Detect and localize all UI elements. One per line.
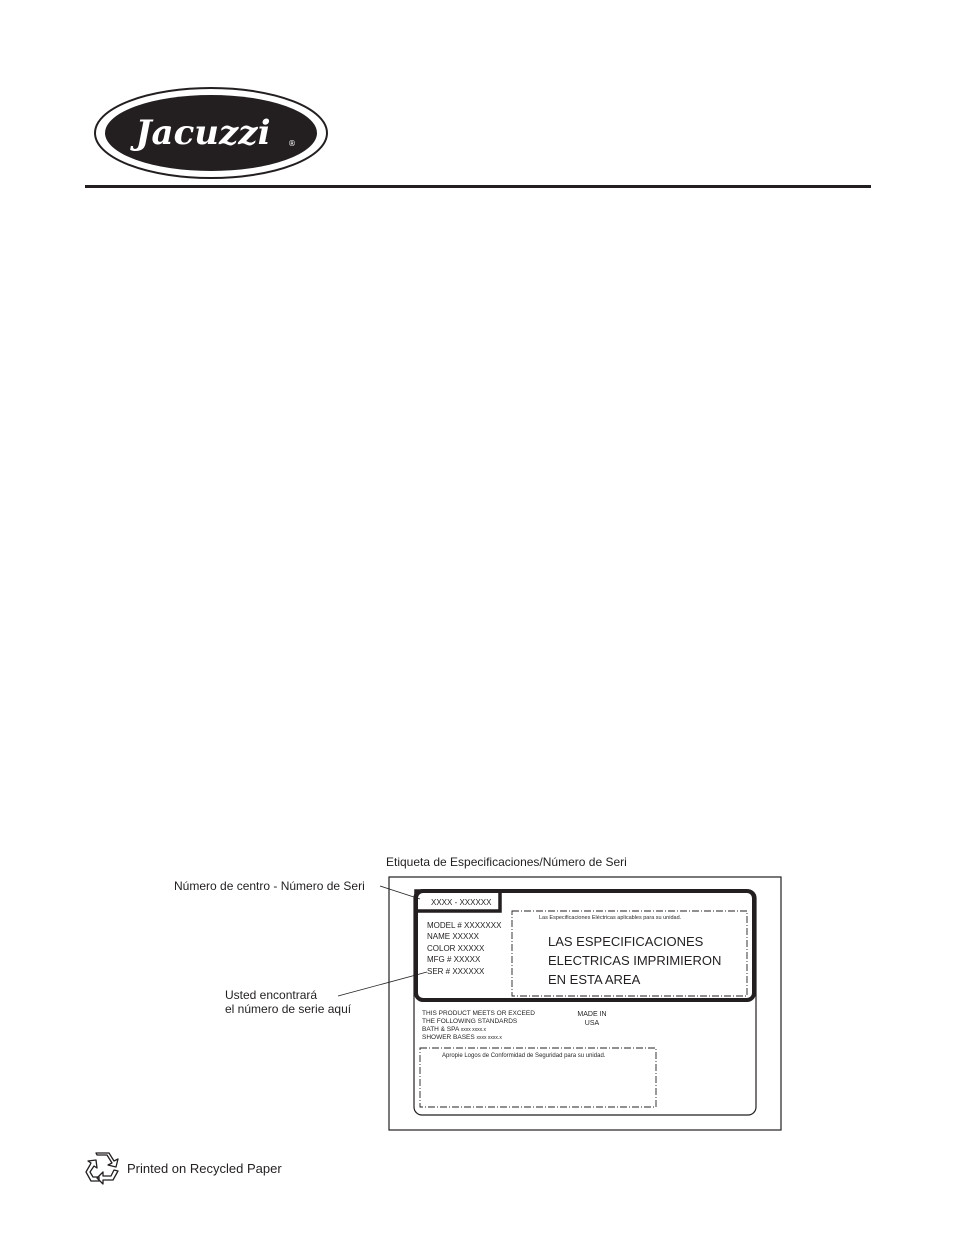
- jacuzzi-logo: [93, 86, 329, 180]
- field-model: MODEL # XXXXXXX: [427, 921, 502, 930]
- recycle-icon: [85, 1152, 120, 1186]
- electrical-line-3: EN ESTA AREA: [548, 972, 641, 987]
- standards-line-1: THIS PRODUCT MEETS OR EXCEED: [422, 1010, 535, 1017]
- standards-shower: SHOWER BASES xxxx xxxx.x: [422, 1034, 502, 1041]
- callout-serial-here-2: el número de serie aquí: [225, 1002, 352, 1016]
- header-rule: [85, 185, 871, 188]
- callout-serial-here-1: Usted encontrará: [225, 988, 318, 1002]
- serial-box-text: XXXX - XXXXXX: [431, 898, 492, 907]
- logo-wordmark: Jacuzzi: [135, 113, 271, 153]
- standards-line-2: THE FOLLOWING STANDARDS: [422, 1018, 518, 1025]
- field-ser: SER # XXXXXX: [427, 967, 485, 976]
- standards-bath: BATH & SPA xxxx xxxx.x: [422, 1026, 487, 1033]
- field-mfg: MFG # XXXXX: [427, 955, 481, 964]
- field-color: COLOR XXXXX: [427, 944, 485, 953]
- made-in-line-1: MADE IN: [577, 1011, 607, 1018]
- diagram-title: Etiqueta de Especificaciones/Número de Seri: [386, 855, 627, 869]
- field-name: NAME XXXXX: [427, 932, 480, 941]
- spec-label-diagram: [174, 850, 786, 1135]
- electrical-note: Las Especificaciones Eléctricas aplicables para su unidad.: [539, 915, 682, 921]
- electrical-line-2: ELECTRICAS IMPRIMIERON: [548, 953, 722, 968]
- electrical-line-1: LAS ESPECIFICACIONES: [548, 934, 704, 949]
- callout-center-serial: Número de centro - Número de Seri: [174, 879, 365, 893]
- recycled-paper-note: Printed on Recycled Paper: [127, 1161, 282, 1176]
- callout-center-serial-line: [380, 886, 420, 899]
- registered-mark: ®: [288, 139, 296, 148]
- safety-logos-note: Apropie Logos de Conformidad de Seguridad para su unidad.: [442, 1053, 606, 1059]
- made-in-line-2: USA: [584, 1020, 600, 1027]
